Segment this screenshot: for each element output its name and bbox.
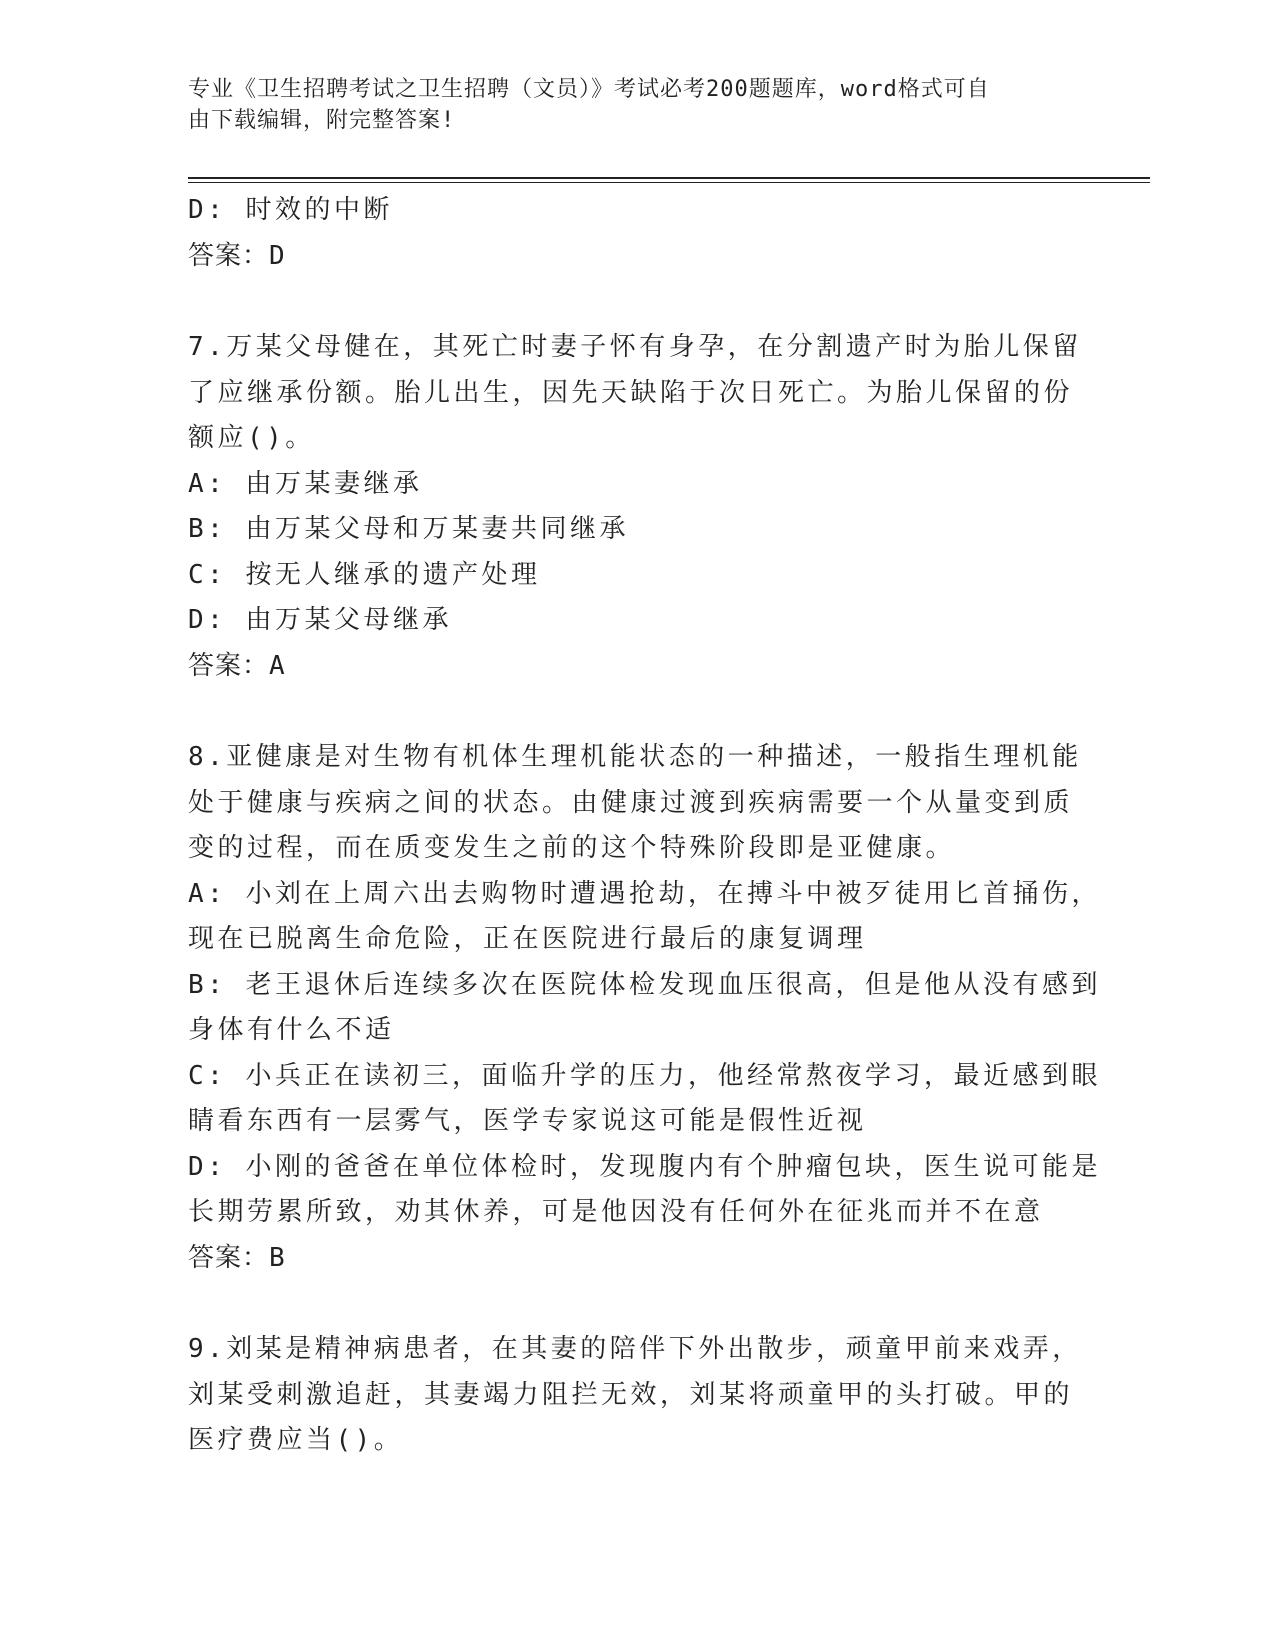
question-9 <box>188 1327 1082 1464</box>
q8-answer: 答案：B <box>188 1242 286 1273</box>
q7-option-b: B: 由万某父母和万某妻共同继承 <box>188 514 629 544</box>
q8-option-b-line-1: B: 老王退休后连续多次在医院体检发现血压很高，但是他从没有感到 <box>188 969 1101 1000</box>
spacer <box>188 689 1078 735</box>
header-title-line-2: 由下载编辑，附完整答案! <box>188 108 456 133</box>
q7-option-c: C: 按无人继承的遗产处理 <box>188 559 541 590</box>
q8-stem-line-3: 变的过程，而在质变发生之前的这个特殊阶段即是亚健康。 <box>188 833 956 863</box>
q8-option-d-line-1: D: 小刚的爸爸在单位体检时，发现腹内有个肿瘤包块，医生说可能是 <box>188 1151 1101 1182</box>
q8-option-a-line-1: A: 小刘在上周六出去购物时遭遇抢劫，在搏斗中被歹徒用匕首捅伤， <box>188 878 1101 909</box>
q8-stem-line-1: 8.亚健康是对生物有机体生理机能状态的一种描述，一般指生理机能 <box>188 742 1082 772</box>
spacer <box>188 1281 1078 1327</box>
q9-stem-line-1: 9.刘某是精神病患者，在其妻的陪伴下外出散步，顽童甲前来戏弄， <box>188 1334 1082 1364</box>
page-header <box>188 74 1068 136</box>
q8-stem-line-2: 处于健康与疾病之间的状态。由健康过渡到疾病需要一个从量变到质 <box>188 787 1074 818</box>
q7-option-a: A: 由万某妻继承 <box>188 468 423 499</box>
q7-answer: 答案：A <box>188 650 286 681</box>
document-body <box>188 188 1101 1464</box>
q9-stem-line-2: 刘某受刺激追赶，其妻竭力阻拦无效，刘某将顽童甲的头打破。甲的 <box>188 1379 1074 1410</box>
q8-option-b-line-2: 身体有什么不适 <box>188 1015 395 1045</box>
q9-stem-line-3: 医疗费应当()。 <box>188 1425 404 1455</box>
spacer <box>188 279 1078 325</box>
q8-option-c-line-2: 睛看东西有一层雾气，医学专家说这可能是假性近视 <box>188 1106 867 1136</box>
q7-stem-line-2: 了应继承份额。胎儿出生，因先天缺陷于次日死亡。为胎儿保留的份 <box>188 377 1074 408</box>
header-title-line-1: 专业《卫生招聘考试之卫生招聘（文员）》考试必考200题题库，word格式可自 <box>188 77 990 102</box>
question-7 <box>188 325 1082 689</box>
q7-stem-line-3: 额应()。 <box>188 423 315 453</box>
header-divider-thick <box>188 177 1150 179</box>
q7-stem-line-1: 7.万某父母健在，其死亡时妻子怀有身孕，在分割遗产时为胎儿保留 <box>188 332 1082 362</box>
question-8 <box>188 735 1101 1281</box>
q7-option-d: D: 由万某父母继承 <box>188 605 452 635</box>
q8-option-a-line-2: 现在已脱离生命危险，正在医院进行最后的康复调理 <box>188 924 867 954</box>
prev-option-d: D: 时效的中断 <box>188 195 393 225</box>
q8-option-c-line-1: C: 小兵正在读初三，面临升学的压力，他经常熬夜学习，最近感到眼 <box>188 1060 1101 1091</box>
q8-option-d-line-2: 长期劳累所致，劝其休养，可是他因没有任何外在征兆而并不在意 <box>188 1197 1044 1227</box>
header-divider-thin <box>188 182 1150 183</box>
prev-answer: 答案：D <box>188 240 286 271</box>
